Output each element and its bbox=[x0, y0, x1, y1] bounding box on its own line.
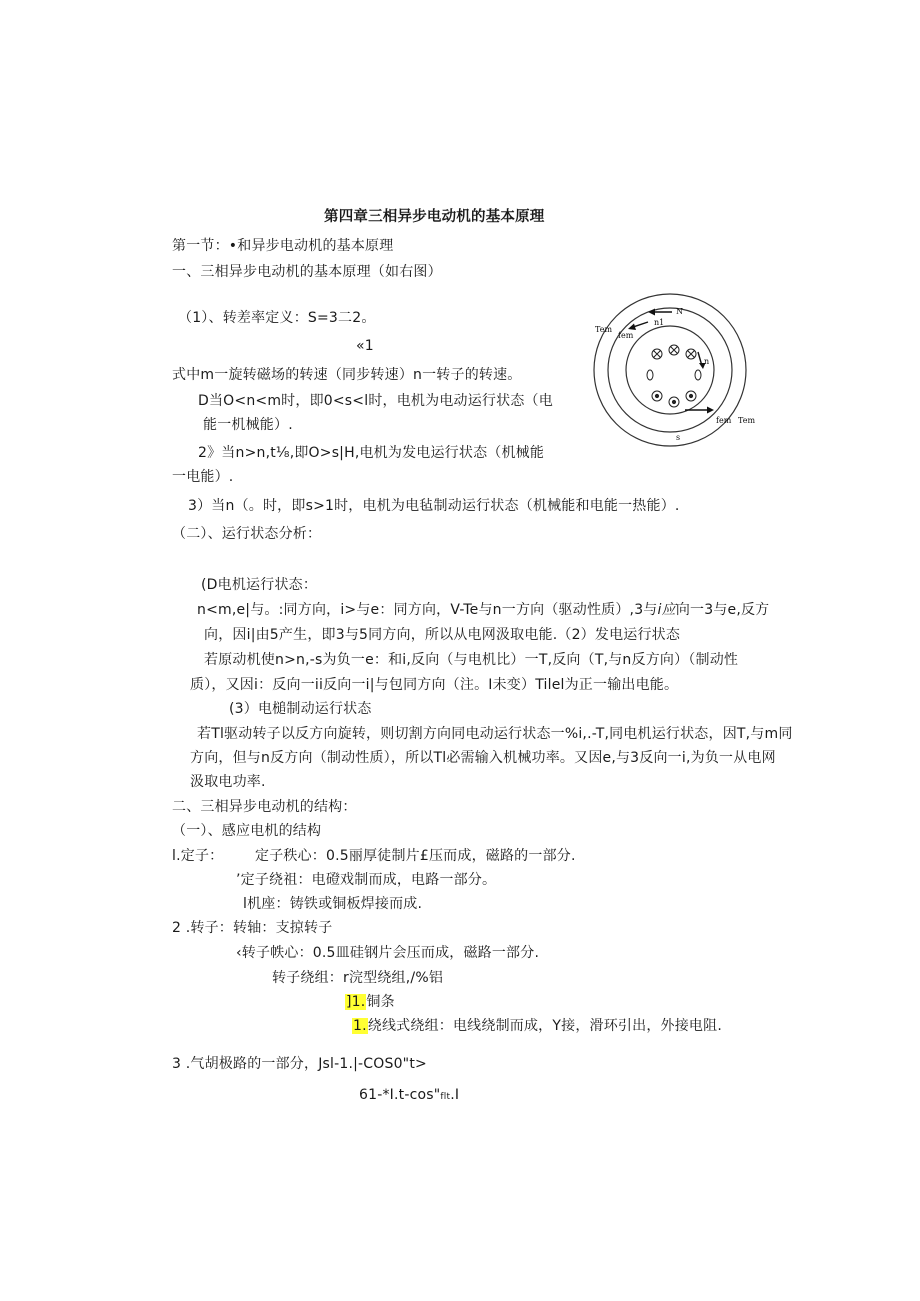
label-N: N bbox=[676, 307, 683, 316]
formula-subscript: flt bbox=[440, 1092, 451, 1102]
case-motor-line1: D当O<n<m时，即0<s<l时，电机为电动运行状态（电 bbox=[198, 393, 553, 409]
brake-state-line1: 若Tl驱动转子以反方向旋转，则切割方向同电动运行状态一%i,.-T,同电机运行状态，因T,与m同 bbox=[197, 726, 793, 742]
motor-state-line1-italic: i应 bbox=[657, 602, 676, 618]
motor-principle-diagram bbox=[590, 292, 770, 452]
page-title: 第四章三相异步电动机的基本原理 bbox=[324, 209, 545, 225]
rotor-wound-text: 绕线式绕组：电线绕制而成，Y接，滑环引出，外接电阻. bbox=[367, 1018, 722, 1034]
rotor-label: 2 .转子：转轴：支掠转子 bbox=[172, 920, 333, 936]
rotor-winding: 转子绕组：r浣型绕组,/%铝 bbox=[272, 970, 444, 986]
brake-state-line2: 方向，但与n反方向（制动性质），所以Tl必需输入机械功率。又因e,与3反向一i,为负一从电网 bbox=[190, 750, 776, 766]
conductor-right bbox=[695, 370, 701, 380]
case-generator-line2: 一电能）. bbox=[172, 469, 234, 485]
rotor-wound bbox=[352, 1016, 722, 1036]
case-brake: 3）当n（。时，即s>1时，电机为电毡制动运行状态（机械能和电能一热能）. bbox=[188, 498, 680, 514]
brake-state-line3: 汲取电功率. bbox=[190, 774, 266, 790]
stator-core: 定子秩心：0.5丽厚徒制片£压而成，磁路的一部分. bbox=[255, 848, 576, 864]
subheading-induction-structure: （一）、感应电机的结构 bbox=[172, 823, 322, 839]
conductor-cross-group bbox=[652, 345, 696, 359]
brake-state-heading: (3）电槌制动运行状态 bbox=[229, 701, 372, 717]
conductor-dot-group bbox=[652, 391, 696, 407]
heading-structure: 二、三相异步电动机的结构： bbox=[172, 799, 357, 815]
generator-state-line1: 若原动机使n>n,-s为负一e：和i,反向（与电机比）一T,反向（T,与n反方向）（制动性 bbox=[204, 652, 739, 668]
label-fem-left: fem bbox=[618, 331, 634, 340]
section-heading: 第一节：•和异步电动机的基本原理 bbox=[172, 238, 394, 254]
motor-state-heading: (D电机运行状态： bbox=[201, 577, 318, 593]
label-fem-right: fem bbox=[716, 416, 732, 425]
case-generator-line1: 2》当n>n,t⅛,即O>s|H,电机为发电运行状态（机械能 bbox=[198, 445, 545, 461]
slip-denominator: «1 bbox=[356, 338, 374, 354]
case-motor-line2: 能一机械能）. bbox=[203, 417, 293, 433]
conductor-left bbox=[647, 370, 653, 380]
slip-explanation: 式中m一旋转磁场的转速（同步转速）n一转子的转速。 bbox=[172, 367, 522, 383]
label-n1: n1 bbox=[654, 318, 665, 327]
rotor-copper-bar bbox=[345, 992, 395, 1012]
highlight-mark: 1. bbox=[353, 1018, 367, 1034]
label-s: s bbox=[676, 433, 681, 442]
highlight-mark: ]1. bbox=[346, 994, 366, 1010]
rotor-copper-text: 铜条 bbox=[366, 994, 395, 1010]
rotor-core: ‹转子帙心：0.5皿硅钢片会压而成，磁路一部分. bbox=[236, 945, 540, 961]
rotor-circle bbox=[626, 326, 714, 414]
heading-principle: 一、三相异步电动机的基本原理（如右图） bbox=[172, 264, 442, 280]
heading-analysis: （二）、运行状态分析： bbox=[172, 526, 322, 542]
airgap-line: 3 .气胡极路的一部分，Jsl-1.|-COS0"t> bbox=[172, 1056, 427, 1072]
motor-state-line1-end: 向一3与e,反方 bbox=[675, 602, 770, 618]
formula-main: 61-*I.t-cos" bbox=[359, 1087, 441, 1103]
slip-definition: （1）、转差率定义：S=3二2。 bbox=[178, 310, 376, 326]
motor-state-line1 bbox=[197, 600, 769, 620]
motor-state-line1-text: n<m,e|与。:同方向，i>与e：同方向，V-Te与n一方向（驱动性质）,3与 bbox=[197, 602, 658, 618]
formula-end: .I bbox=[450, 1087, 460, 1103]
stator-label: l.定子： bbox=[172, 848, 224, 864]
generator-state-line2: 质），又因i：反向一ii反向一i|与包同方向（注。I未变）Tilel为正一输出电能。 bbox=[190, 677, 679, 693]
label-Tem-left: Tem bbox=[595, 325, 613, 334]
formula-line bbox=[359, 1085, 459, 1107]
motor-state-line2: 向，因i|由5产生，即3与5同方向，所以从电网汲取电能.（2）发电运行状态 bbox=[204, 627, 681, 643]
stator-frame: l机座：铸铁或铜板焊接而成. bbox=[243, 896, 423, 912]
label-Tem-right: Tem bbox=[738, 416, 756, 425]
label-n: n bbox=[704, 357, 710, 366]
stator-winding: ’定子绕祖：电磴戏制而成，电路一部分。 bbox=[236, 872, 497, 888]
